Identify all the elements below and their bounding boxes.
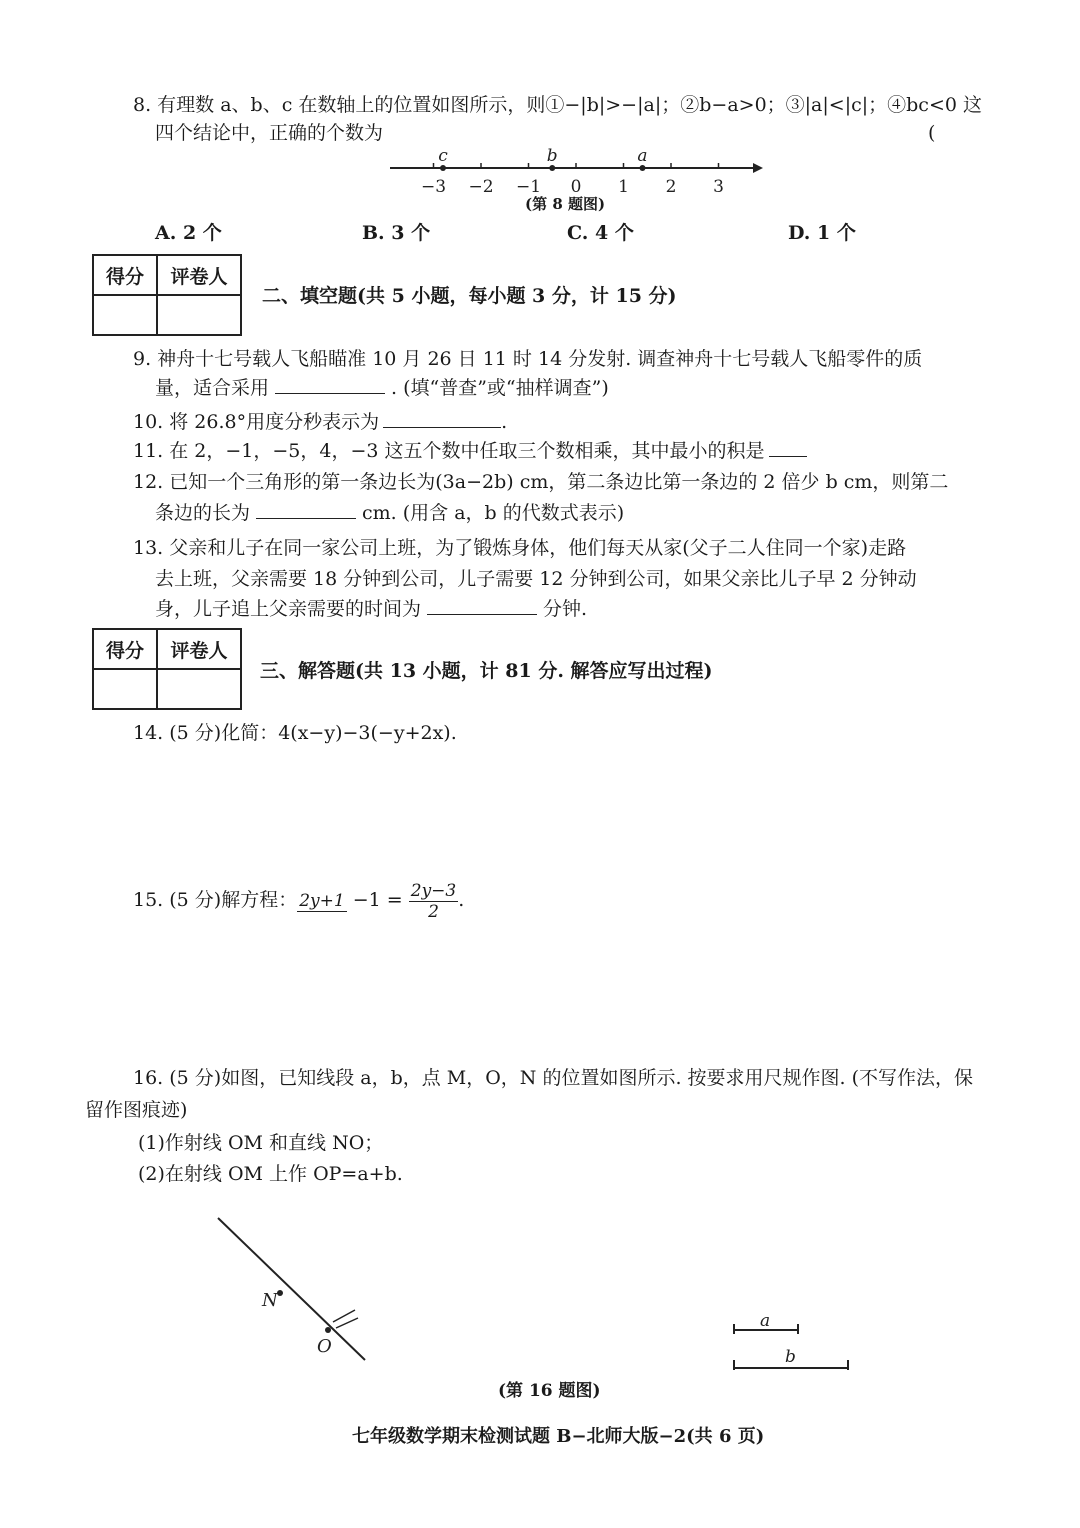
q9-answer-blank[interactable] (275, 375, 385, 394)
q8-line2: 四个结论中，正确的个数为 (155, 122, 384, 144)
q11-line (133, 438, 807, 464)
point-label-c: c (438, 148, 448, 166)
label-a: a (760, 1311, 771, 1331)
tick-label: 3 (713, 177, 724, 197)
q15-numerator-right: 2y−3 (410, 880, 457, 901)
q16-figure-caption: (第 16 题图) (498, 1381, 601, 1401)
label-N: N (262, 1290, 278, 1311)
q15-numerator-left: 2y+1 (299, 890, 345, 911)
q12-line1: 12. 已知一个三角形的第一条边长为(3a−2b) cm，第二条边比第一条边的 2 倍少 b cm，则第二 (133, 471, 949, 493)
q8-option-a[interactable]: A. 2 个 (155, 222, 222, 244)
tick-label: −2 (468, 177, 494, 197)
q15-line (133, 876, 464, 924)
q8-option-b[interactable]: B. 3 个 (362, 222, 431, 244)
q11-text: 11. 在 2，−1，−5，4，−3 这五个数中任取三个数相乘，其中最小的积是 (133, 440, 765, 462)
q13-text-a: 身，儿子追上父亲需要的时间为 (155, 598, 422, 620)
q12-text-a: 条边的长为 (155, 502, 251, 524)
score-cell[interactable] (93, 295, 157, 335)
tick-label: −3 (420, 177, 447, 197)
q16-part2: (2)在射线 OM 上作 OP=a+b. (138, 1163, 403, 1185)
q12-text-b: cm. (用含 a，b 的代数式表示) (362, 502, 625, 524)
q10-line (133, 409, 507, 435)
label-b: b (785, 1347, 796, 1367)
q15-prefix: 15. (5 分)解方程： (133, 889, 298, 911)
q9-text-b: . (填“普查”或“抽样调查”) (391, 377, 609, 399)
page-footer: 七年级数学期末检测试题 B−北师大版−2(共 6 页) (352, 1426, 765, 1447)
grader-label: 评卷人 (157, 255, 241, 295)
point-label-b: b (546, 148, 558, 166)
q15-fraction-right (409, 881, 458, 922)
q8-line1: 8. 有理数 a、b、c 在数轴上的位置如图所示，则①−|b|>−|a|；②b−a>0；③|a|<|c|；④bc<0 这 (133, 94, 982, 116)
number-line-arrow (753, 163, 763, 173)
tick-label: −1 (515, 177, 542, 197)
q8-option-c[interactable]: C. 4 个 (567, 222, 634, 244)
section3-title: 三、解答题(共 13 小题，计 81 分. 解答应写出过程) (260, 660, 713, 682)
q10-answer-blank[interactable] (383, 409, 501, 428)
q12-answer-blank[interactable] (256, 500, 356, 519)
q16-part1: (1)作射线 OM 和直线 NO； (138, 1132, 384, 1154)
tick-label: 0 (570, 177, 582, 197)
q13-line2: 去上班，父亲需要 18 分钟到公司，儿子需要 12 分钟到公司，如果父亲比儿子早 2 分钟动 (155, 568, 917, 590)
q10-tail: . (501, 411, 508, 433)
score-box-section2 (92, 254, 242, 336)
q8-answer-paren: ( (928, 122, 936, 144)
tick-label: 1 (618, 177, 629, 197)
q8-figure-caption: (第 8 题图) (525, 195, 606, 213)
q8-option-d[interactable]: D. 1 个 (788, 222, 856, 244)
q16-figure (200, 1210, 880, 1370)
q16-line2: 留作图痕迹) (85, 1099, 188, 1121)
grader-cell[interactable] (157, 669, 241, 709)
q11-answer-blank[interactable] (769, 438, 807, 457)
point-O (325, 1327, 331, 1333)
q15-middle: −1 = (346, 889, 409, 911)
grader-cell[interactable] (157, 295, 241, 335)
section2-title: 二、填空题(共 5 小题，每小题 3 分，计 15 分) (262, 285, 677, 307)
score-cell[interactable] (93, 669, 157, 709)
q15-fraction-left (297, 891, 346, 912)
tick-label: 2 (665, 177, 677, 197)
score-box-section3 (92, 628, 242, 710)
point-M-marks (333, 1310, 358, 1328)
q10-text: 10. 将 26.8°用度分秒表示为 (133, 411, 380, 433)
q12-line2 (155, 500, 624, 526)
q13-line1: 13. 父亲和儿子在同一家公司上班，为了锻炼身体，他们每天从家(父子二人住同一个家)走路 (133, 537, 907, 559)
q13-text-b: 分钟. (543, 598, 588, 620)
q16-line1: 16. (5 分)如图，已知线段 a，b，点 M，O，N 的位置如图所示. 按要求用尺规作图. (不写作法，保 (133, 1067, 974, 1089)
q13-answer-blank[interactable] (427, 596, 537, 615)
q9-text-a: 量，适合采用 (155, 377, 270, 399)
q9-line1: 9. 神舟十七号载人飞船瞄准 10 月 26 日 11 时 14 分发射. 调查神舟十七号载人飞船零件的质 (133, 348, 923, 370)
score-label: 得分 (93, 629, 157, 669)
q13-line3 (155, 596, 587, 622)
point-label-a: a (637, 148, 648, 166)
q15-denominator-right: 2 (428, 901, 439, 922)
line-through-N-O (218, 1218, 365, 1360)
label-O: O (317, 1336, 332, 1357)
grader-label: 评卷人 (157, 629, 241, 669)
score-label: 得分 (93, 255, 157, 295)
point-N (277, 1290, 283, 1296)
q14-text: 14. (5 分)化简：4(x−y)−3(−y+2x). (133, 722, 457, 744)
q15-tail: . (458, 889, 465, 911)
q9-line2 (155, 375, 609, 401)
